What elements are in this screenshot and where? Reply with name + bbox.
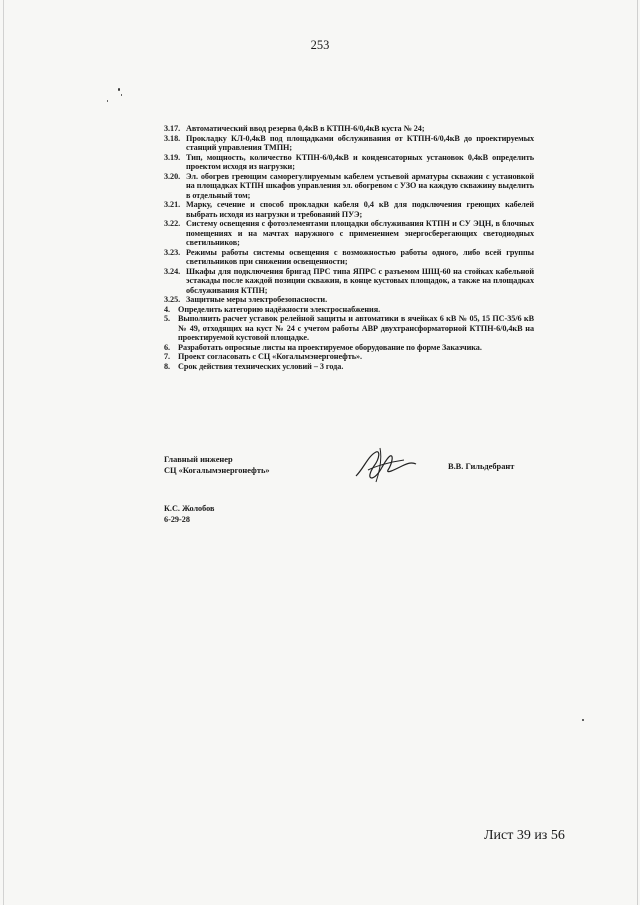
signatory-position: Главный инженер (164, 455, 233, 464)
list-item (164, 134, 534, 153)
item-text: Определить категорию надёжности электроснабжения. (178, 304, 381, 314)
item-number: 3.17. (164, 124, 181, 133)
list-item (164, 200, 534, 219)
scan-speck (118, 88, 120, 91)
item-text: Прокладку КЛ-0,4кВ под площадками обслуживания от КТПН-6/0,4кВ до проектируемых станций управления ТМПН; (186, 133, 534, 152)
author-name: К.С. Жолобов (164, 504, 215, 513)
item-number: 3.22. (164, 219, 181, 228)
list-item (164, 172, 534, 201)
list-item (164, 267, 534, 296)
item-text: Режимы работы системы освещения с возможностью работы одного, либо всей группы светильников при снижении освещенности; (186, 247, 534, 266)
requirements-list (164, 124, 534, 371)
item-number: 5. (164, 314, 171, 323)
scan-speck (107, 100, 108, 102)
item-text: Проект согласовать с СЦ «Когалымэнергонефть». (178, 352, 363, 361)
signatory-organization: СЦ «Когалымэнергонефть» (164, 466, 270, 475)
item-text: Тип, мощность, количество КТПН-6/0,4кВ и конденсаторных установок 0,4кВ определить проектом исходя из нагрузки; (186, 152, 534, 171)
list-item (164, 153, 534, 172)
item-text: Эл. обогрев греющим саморегулируемым кабелем устьевой арматуры скважин с установкой на площадках КТПН шкафов управления эл. обогревом с УЗО на каждую скважину выделить в отдельный том; (186, 171, 534, 200)
item-number: 4. (164, 304, 171, 314)
list-item (164, 295, 534, 305)
list-item (164, 219, 534, 248)
list-item (164, 343, 534, 353)
scan-speck (121, 94, 122, 96)
item-text: Шкафы для подключения бригад ПРС типа ЯПРС с разъемом ШЩ-60 на стойках кабельной эстакады после каждой позиции скважин, в конце кустовых площадок, а также на площадках обслуживания КТПН; (186, 266, 534, 295)
list-item (164, 314, 534, 343)
item-text: Выполнить расчет уставок релейной защиты и автоматики в ячейках 6 кВ № 05, 15 ПС-35/6 кВ № 49, отходящих на куст № 24 с учетом работы АВР двухтрансформаторной КТПН-6/0,4кВ на проектируемой кустовой площадке. (178, 314, 534, 342)
item-number: 8. (164, 361, 171, 371)
scan-speck (582, 719, 584, 721)
list-item (164, 124, 534, 134)
signatory-name: В.В. Гильдебрант (448, 462, 515, 471)
page-number: 253 (310, 38, 330, 52)
scan-edge-right (637, 0, 638, 905)
scan-edge-left (3, 0, 4, 905)
list-item (164, 352, 534, 362)
item-number: 3.19. (164, 152, 181, 162)
handwritten-signature (350, 446, 420, 486)
list-item (164, 305, 534, 315)
item-number: 7. (164, 352, 171, 361)
item-number: 3.18. (164, 133, 181, 143)
list-item (164, 248, 534, 267)
item-text: Автоматический ввод резерва 0,4кВ в КТПН-6/0,4кВ куста № 24; (186, 124, 425, 133)
item-text: Марку, сечение и способ прокладки кабеля 0,4 кВ для подключения греющих кабелей выбрать исходя из нагрузки и требований ПУЭ; (186, 200, 534, 219)
list-item (164, 362, 534, 372)
item-text: Срок действия технических условий – 3 года. (178, 361, 344, 371)
sheet-counter: Лист 39 из 56 (484, 828, 565, 843)
item-number: 3.20. (164, 171, 181, 181)
item-text: Защитные меры электробезопасности. (186, 295, 328, 304)
signature-block (164, 454, 544, 476)
item-text: Разработать опросные листы на проектируемое оборудование по форме Заказчика. (178, 342, 482, 352)
author-phone: 6-29-28 (164, 514, 190, 524)
item-number: 6. (164, 342, 171, 352)
item-number: 3.24. (164, 266, 181, 276)
item-number: 3.21. (164, 200, 181, 209)
item-number: 3.25. (164, 295, 181, 304)
item-number: 3.23. (164, 247, 181, 257)
item-text: Систему освещения с фотоэлементами площадки обслуживания КТПН и СУ ЭЦН, в блочных помещениях и на мачтах наружного с применением энергосберегающих светодиодных светильников; (186, 219, 534, 247)
author-block (164, 504, 214, 525)
